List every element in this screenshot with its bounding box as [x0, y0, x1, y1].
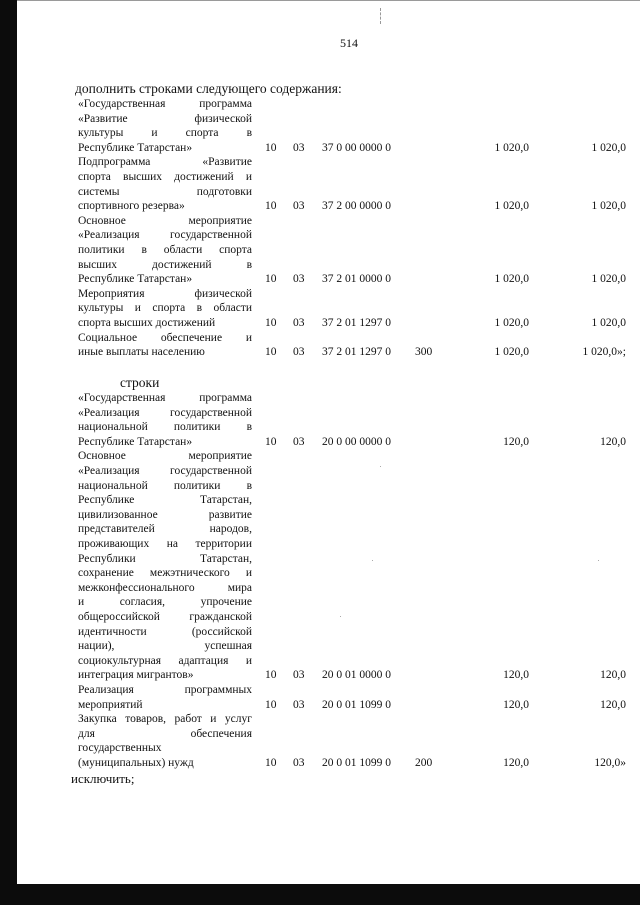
row-text-line: «Развитие физической [78, 112, 252, 125]
scan-speck [372, 560, 373, 561]
cell-c2: 03 [293, 273, 305, 286]
outro-text: исключить; [71, 771, 135, 786]
cell-csr: 37 0 00 0000 0 [322, 141, 391, 154]
row-text-line: национальной политики в [78, 421, 252, 434]
cell-amount-a1: 120,0 [503, 698, 529, 711]
cell-c2: 03 [293, 346, 305, 359]
cell-csr: 20 0 00 0000 0 [322, 435, 391, 448]
fold-mark [380, 8, 382, 24]
row-text-line: мероприятий [78, 698, 143, 711]
cell-c1: 10 [265, 200, 277, 213]
row-text-line: национальной политики в [78, 479, 252, 492]
row-text-line: Социальное обеспечение и [78, 331, 252, 344]
row-text-line: (муниципальных) нужд [78, 757, 194, 769]
cell-c1: 10 [265, 317, 277, 329]
row-text-line: Мероприятия физической [78, 287, 252, 300]
cell-c2: 03 [293, 698, 305, 711]
cell-c2: 03 [293, 669, 305, 682]
cell-amount-a1: 120,0 [503, 757, 529, 769]
row-text-line: иные выплаты населению [78, 346, 205, 359]
row-text-line: культуры и спорта в [78, 127, 252, 140]
cell-amount-a1: 1 020,0 [494, 200, 529, 213]
row-text-line: представителей народов, [78, 523, 252, 536]
cell-vr: 200 [415, 757, 433, 769]
row-text-line: «Реализация государственной [78, 465, 252, 477]
cell-amount-a2: 1 020,0»; [582, 346, 626, 359]
row-text-line: социокультурная адаптация и [78, 654, 252, 667]
row-text-line: проживающих на территории [78, 538, 252, 550]
cell-c2: 03 [293, 200, 305, 213]
row-text-line: высших достижений в [78, 258, 252, 271]
page-number: 514 [340, 36, 358, 50]
row-text-line: Республике Татарстан» [78, 273, 193, 286]
row-text-line: спортивного резерва» [78, 200, 185, 213]
cell-c2: 03 [293, 757, 305, 769]
cell-amount-a1: 120,0 [503, 435, 529, 448]
strings-label: строки [120, 375, 160, 390]
cell-c2: 03 [293, 435, 305, 448]
cell-amount-a1: 1 020,0 [494, 317, 529, 329]
row-text-line: нации), успешная [78, 640, 252, 653]
cell-c1: 10 [265, 141, 277, 154]
row-text-line: Подпрограмма «Развитие [78, 156, 252, 169]
scan-speck [380, 466, 381, 467]
scan-border-bottom [0, 884, 640, 905]
cell-amount-a2: 120,0 [600, 698, 626, 711]
row-text-line: «Государственная программа [78, 392, 252, 404]
row-text-line: Основное мероприятие [78, 450, 252, 463]
row-text-line: государственных [78, 742, 162, 755]
row-text-line: сохранение межэтнического и [78, 567, 252, 580]
cell-amount-a2: 1 020,0 [591, 141, 626, 154]
row-text-line: Республике Татарстан» [78, 141, 193, 154]
row-text-line: Реализация программных [78, 684, 252, 696]
cell-c1: 10 [265, 757, 277, 769]
cell-amount-a2: 1 020,0 [591, 200, 626, 213]
row-text-line: и согласия, упрочение [78, 596, 252, 609]
cell-vr: 300 [415, 346, 433, 359]
cell-amount-a1: 1 020,0 [494, 346, 529, 359]
row-text-line: общероссийской гражданской [78, 611, 252, 623]
cell-csr: 37 2 01 1297 0 [322, 317, 391, 329]
cell-c1: 10 [265, 346, 277, 359]
row-text-line: «Реализация государственной [78, 406, 252, 419]
scan-speck [340, 616, 341, 617]
cell-csr: 20 0 01 1099 0 [322, 698, 391, 711]
row-text-line: системы подготовки [78, 185, 252, 198]
row-text-line: идентичности (российской [78, 625, 252, 638]
row-text-line: Закупка товаров, работ и услуг [78, 713, 252, 726]
cell-amount-a1: 1 020,0 [494, 141, 529, 154]
cell-c2: 03 [293, 317, 305, 329]
row-text-line: Республике Татарстан» [78, 435, 193, 448]
row-text-line: для обеспечения [78, 727, 252, 740]
cell-csr: 20 0 01 0000 0 [322, 669, 391, 682]
row-text-line: спорта высших достижений и [78, 171, 252, 183]
row-text-line: Основное мероприятие [78, 214, 252, 227]
cell-c1: 10 [265, 435, 277, 448]
cell-amount-a2: 1 020,0 [591, 317, 626, 329]
cell-csr: 37 2 01 1297 0 [322, 346, 391, 359]
row-text-line: интеграция мигрантов» [78, 669, 194, 682]
cell-amount-a2: 1 020,0 [591, 273, 626, 286]
row-text-line: «Реализация государственной [78, 229, 252, 242]
row-text-line: Республике Татарстан, [78, 494, 252, 507]
row-text-line: цивилизованное развитие [78, 508, 252, 521]
row-text-line: «Государственная программа [78, 98, 252, 110]
cell-c2: 03 [293, 141, 305, 154]
cell-c1: 10 [265, 273, 277, 286]
cell-c1: 10 [265, 698, 277, 711]
row-text-line: политики в области спорта [78, 244, 252, 256]
cell-csr: 37 2 00 0000 0 [322, 200, 391, 213]
row-text-line: межконфессионального мира [78, 581, 252, 594]
cell-c1: 10 [265, 669, 277, 682]
scan-border-left [0, 0, 17, 905]
scan-edge-top [17, 0, 640, 1]
cell-csr: 20 0 01 1099 0 [322, 757, 391, 769]
row-text-line: спорта высших достижений [78, 317, 216, 329]
intro-text: дополнить строками следующего содержания: [75, 81, 342, 96]
cell-csr: 37 2 01 0000 0 [322, 273, 391, 286]
cell-amount-a1: 1 020,0 [494, 273, 529, 286]
cell-amount-a1: 120,0 [503, 669, 529, 682]
row-text-line: Республики Татарстан, [78, 552, 252, 565]
cell-amount-a2: 120,0» [594, 757, 626, 769]
row-text-line: культуры и спорта в области [78, 302, 252, 315]
cell-amount-a2: 120,0 [600, 669, 626, 682]
cell-amount-a2: 120,0 [600, 435, 626, 448]
scan-speck [598, 560, 599, 561]
